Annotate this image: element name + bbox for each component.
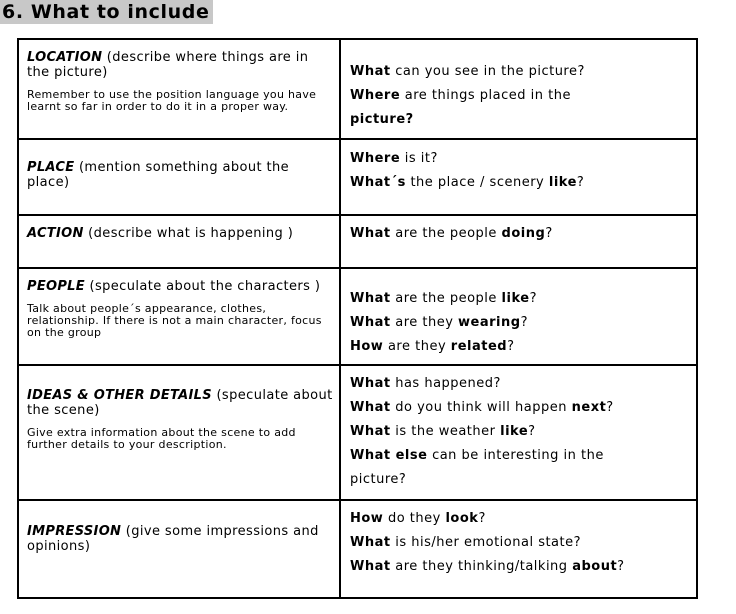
topic-keyword: PLACE (27, 160, 75, 175)
question-keyword: like (548, 175, 577, 190)
question-keyword: What (350, 315, 391, 330)
topic-cell (19, 366, 341, 499)
question-text: ? (528, 424, 536, 439)
question-text: ? (507, 339, 515, 354)
question-text: ? (545, 226, 553, 241)
questions-cell (347, 216, 696, 267)
question-keyword: Where (350, 151, 401, 166)
topic-description: (describe what is happening ) (83, 226, 294, 241)
question-text: do you think will happen (390, 400, 572, 415)
question-text: are they (383, 339, 451, 354)
question-keyword: How (350, 339, 384, 354)
table-row-place (19, 140, 696, 216)
question-keyword: Where (350, 88, 401, 103)
question-keyword: What (350, 291, 391, 306)
question-keyword: What´s (350, 175, 406, 190)
topic-description: (speculate about the scene) (27, 388, 333, 418)
question-line (350, 339, 514, 355)
topic-cell (19, 269, 341, 364)
questions-cell (347, 40, 696, 138)
question-text: are they (390, 315, 459, 330)
question-text: ? (529, 291, 537, 306)
topic-description: (give some impressions and opinions) (27, 524, 319, 554)
table-row-impression (19, 501, 696, 597)
question-line (350, 291, 537, 307)
question-text: are things placed in the (400, 88, 571, 103)
topic-keyword: ACTION (27, 226, 84, 241)
topic-heading (27, 279, 333, 294)
topic-keyword: IMPRESSION (27, 524, 122, 539)
questions-cell (347, 366, 696, 499)
questions-cell (347, 269, 696, 364)
question-keyword: next (571, 400, 607, 415)
topic-heading (27, 524, 333, 554)
topic-keyword: LOCATION (27, 50, 103, 65)
question-keyword: picture? (350, 112, 414, 127)
question-keyword: about (572, 559, 618, 574)
question-line (350, 400, 614, 416)
topic-note: Talk about people´s appearance, clothes, relationship. If there is not a main character, focus on the group (27, 302, 322, 339)
questions-cell (347, 140, 696, 214)
page-title: 6. What to include (0, 0, 213, 24)
question-keyword: What (350, 64, 391, 79)
topic-cell (19, 140, 341, 214)
question-keyword: What (350, 424, 391, 439)
question-text: are the people (390, 291, 502, 306)
question-line (350, 88, 571, 104)
topic-cell (19, 40, 341, 138)
question-text: picture? (350, 472, 407, 487)
topic-description: (describe where things are in the picture) (27, 50, 309, 80)
question-text: is it? (400, 151, 438, 166)
question-keyword: related (450, 339, 508, 354)
question-line (350, 151, 438, 167)
topic-cell (19, 501, 341, 597)
question-line (350, 424, 536, 440)
table-row-people (19, 269, 696, 366)
question-text: can you see in the picture? (390, 64, 585, 79)
question-keyword: like (500, 424, 529, 439)
question-line (350, 315, 528, 331)
question-text: are they thinking/talking (390, 559, 573, 574)
question-line (350, 112, 414, 128)
question-text: ? (606, 400, 614, 415)
question-keyword: What (350, 376, 391, 391)
question-line (350, 64, 585, 80)
include-table (17, 38, 698, 599)
question-text: ? (617, 559, 625, 574)
question-text: ? (478, 511, 486, 526)
question-keyword: doing (501, 226, 546, 241)
topic-note: Remember to use the position language you have learnt so far in order to do it in a proper way. (27, 88, 317, 113)
question-keyword: What (350, 559, 391, 574)
question-text: are the people (390, 226, 502, 241)
question-line (350, 226, 553, 242)
question-text: has happened? (390, 376, 501, 391)
topic-heading (27, 160, 333, 190)
topic-description: (mention something about the place) (27, 160, 290, 190)
topic-heading (27, 50, 333, 80)
topic-cell (19, 216, 341, 267)
topic-heading (27, 226, 333, 241)
table-row-action (19, 216, 696, 269)
question-line (350, 511, 486, 527)
question-line (350, 448, 604, 464)
question-keyword: How (350, 511, 384, 526)
question-line (350, 559, 625, 575)
question-text: ? (576, 175, 585, 190)
question-keyword: What (350, 535, 391, 550)
questions-cell (347, 501, 696, 597)
topic-description: (speculate about the characters ) (84, 279, 321, 294)
question-keyword: What (350, 400, 391, 415)
question-line (350, 472, 406, 488)
topic-keyword: PEOPLE (27, 279, 85, 294)
question-keyword: look (445, 511, 479, 526)
question-line (350, 376, 501, 392)
question-text: ? (520, 315, 528, 330)
question-text: the place / scenery (405, 175, 549, 190)
question-keyword: What (350, 226, 391, 241)
question-keyword: wearing (458, 315, 521, 330)
question-text: can be interesting in the (427, 448, 604, 463)
question-line (350, 535, 581, 551)
question-text: is the weather (390, 424, 501, 439)
topic-keyword: IDEAS & OTHER DETAILS (27, 388, 212, 403)
topic-note: Give extra information about the scene to add further details to your description. (27, 426, 296, 451)
question-text: is his/her emotional state? (390, 535, 582, 550)
question-keyword: like (501, 291, 530, 306)
question-text: do they (383, 511, 446, 526)
topic-heading (27, 388, 333, 418)
question-line (350, 175, 584, 191)
table-row-ideas (19, 366, 696, 501)
question-keyword: What else (350, 448, 428, 463)
table-row-location (19, 40, 696, 140)
